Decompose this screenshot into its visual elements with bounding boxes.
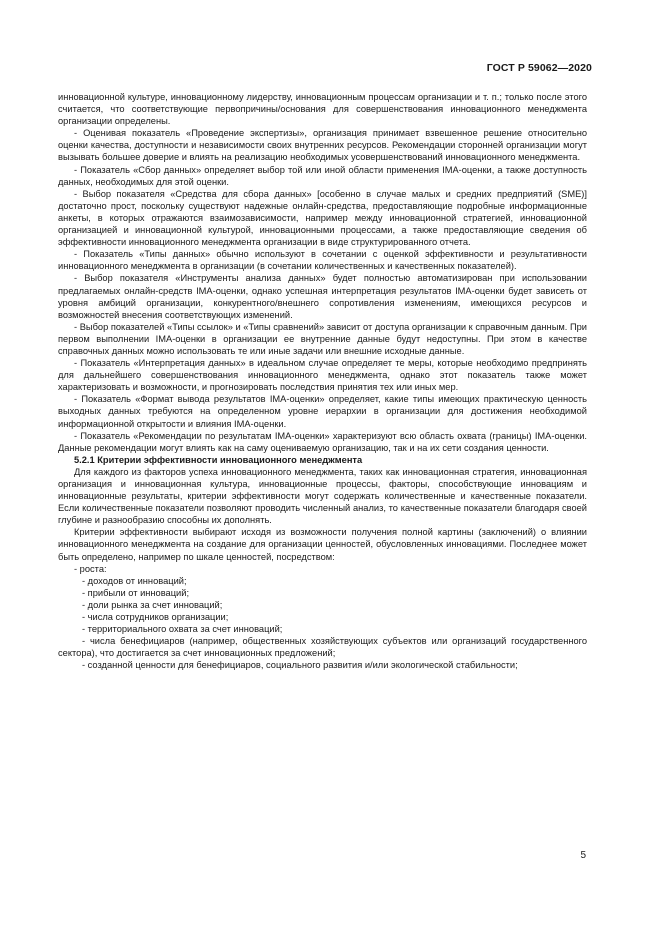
list-item: - созданной ценности для бенефициаров, социального развития и/или экологической стабильности;	[82, 660, 518, 671]
body-text	[58, 91, 587, 672]
paragraph: - Выбор показателя «Инструменты анализа данных» будет полностью автоматизирован при использовании предлагаемых онлайн-средств IMA-оценки, однако успешная интерпретация результатов IMA-оценки будет зависеть от уровня амбиций организации, конкурентного/внешнего сопротивления изменениям, имеющихся ресурсов и возможностей внесения соответствующих изменений.	[58, 273, 587, 320]
list-item: - территориального охвата за счет инноваций;	[82, 624, 283, 635]
list-item: - роста:	[74, 563, 107, 574]
list-item: - числа сотрудников организации;	[82, 612, 229, 623]
paragraph: - Показатель «Типы данных» обычно используют в сочетании с оценкой эффективности и результативности инновационного менеджмента в организации (в сочетании количественных и качественных показателей).	[58, 249, 587, 272]
paragraph: Для каждого из факторов успеха инновационного менеджмента, таких как инновационная стратегия, инновационная организация и инновационная культура, инновационные процессы, факторы, способствующие инновациям и инновационные результаты, критерии эффективности могут содержать количественные и качественные показатели. Если количественные показатели позволяют проводить численный анализ, то качественные показатели благодаря своей глубине и разнообразию способны их дополнять.	[58, 466, 587, 526]
paragraph: - Показатель «Интерпретация данных» в идеальном случае определяет те меры, которые необходимо предпринять для дальнейшего совершенствования инновационного менеджмента, однако этот показатель также может характеризовать и возможности, и прогнозировать последствия принятия тех или иных мер.	[58, 358, 587, 393]
paragraph: - Выбор показателей «Типы ссылок» и «Типы сравнений» зависит от доступа организации к справочным данным. При первом выполнении IMA-оценки в организации ее внутренние данные будут недоступны. При этом в качестве справочных данных можно использовать те или иные задачи или внешние исходные данные.	[58, 321, 587, 356]
document-code: ГОСТ Р 59062—2020	[486, 62, 592, 74]
paragraph: - Показатель «Сбор данных» определяет выбор той или иной области применения IMA-оценки, а также доступность данных, необходимых для этой оценки.	[58, 164, 587, 187]
section-heading: 5.2.1 Критерии эффективности инновационного менеджмента	[74, 454, 363, 465]
paragraph: инновационной культуре, инновационному лидерству, инновационным процессам организации и т. п.; только после этого считается, что соответствующие первопричины/основания для совершенствования инновационного менеджмента организации определены.	[58, 92, 587, 127]
list-item: - прибыли от инноваций;	[82, 587, 190, 598]
list-item: - доходов от инноваций;	[82, 575, 187, 586]
page-number: 5	[580, 850, 586, 861]
list-item: - доли рынка за счет инноваций;	[82, 599, 223, 610]
paragraph: - Показатель «Рекомендации по результатам IMA-оценки» характеризуют всю область охвата (границы) IMA-оценки. Данные рекомендации могут влиять как на саму оцениваемую организацию, так и на их сети создания ценности.	[58, 430, 587, 453]
paragraph: - Оценивая показатель «Проведение экспертизы», организация принимает взвешенное решение относительно оценки качества, доступности и независимости своих внутренних ресурсов. Рекомендации сторонней организации могут вызывать большее доверие и влиять на реализацию необходимых усовершенствований инновационного менеджмента.	[58, 128, 587, 163]
list-item: - числа бенефициаров (например, общественных хозяйствующих субъектов или организаций государственного сектора), что достигается за счет инновационных предложений;	[58, 636, 587, 659]
paragraph: Критерии эффективности выбирают исходя из возможности получения полной картины (заключений) о влиянии инновационного менеджмента на создание для организации ценностей, обусловленных инновациями. Последнее может быть определено, например по шкале ценностей, посредством:	[58, 527, 587, 562]
paragraph: - Показатель «Формат вывода результатов IMA-оценки» определяет, какие типы имеющих практическую ценность выходных данных требуются на определенном уровне иерархии в организации для достижения необходимой информационной открытости и влияния IMA-оценки.	[58, 394, 587, 429]
paragraph: - Выбор показателя «Средства для сбора данных» [особенно в случае малых и средних предприятий (SME)] достаточно прост, поскольку существуют надежные онлайн-средства, предоставляющие подробные информационные анкеты, в которых отражаются взаимозависимости, например между инновационной стратегией, инновационной организацией и инновационной культурой, инновационными процессами, а также предоставляющие сведения об эффективности инновационного менеджмента организации в виде структурированного отчета.	[58, 188, 587, 248]
